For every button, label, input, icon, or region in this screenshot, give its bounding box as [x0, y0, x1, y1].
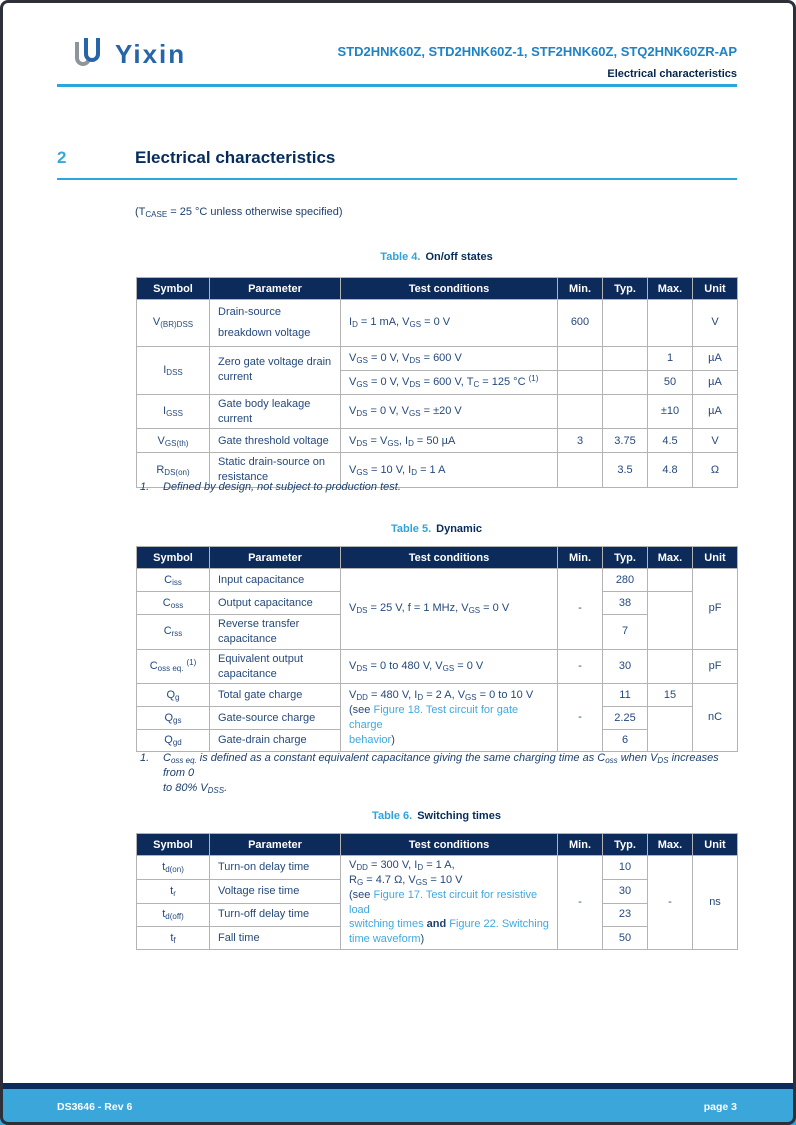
table-cell: $V_{GS} = 0$ V, $V_{DS} = 600$ V, $T_C = 125$ °C $^{(1)}$ — [341, 370, 558, 394]
table-header-cell: Min. — [558, 834, 603, 856]
table-cell: - — [558, 856, 603, 950]
table-cell: 23 — [603, 903, 648, 927]
table-cell: 7 — [603, 615, 648, 650]
table-cell: Static drain-source on resistance — [210, 453, 341, 488]
table-cell: - — [558, 649, 603, 684]
table-cell: $t_{d(off)}$ — [137, 903, 210, 927]
table-cell: $Q_g$ — [137, 684, 210, 707]
table-cell: 4.8 — [648, 453, 693, 488]
table-cell: µA — [693, 370, 738, 394]
yixin-u-icon — [73, 36, 109, 72]
table-cell: pF — [693, 649, 738, 684]
table-cell: - — [648, 856, 693, 950]
table-cell: nC — [693, 684, 738, 752]
switching-times-table — [136, 833, 737, 950]
section-title: Electrical characteristics — [135, 148, 336, 167]
figure-link[interactable]: switching times — [349, 918, 424, 931]
footer-page-number: page 3 — [703, 1101, 737, 1113]
table-cell: $V_{DD} = 480$ V, $I_D = 2$ A, $V_{GS} = 0$ to 10 V (see Figure 18. Test circuit for gate charge behavior) — [341, 684, 558, 752]
part-numbers-title: STD2HNK60Z, STD2HNK60Z-1, STF2HNK60Z, STQ2HNK60ZR-AP — [337, 44, 737, 59]
table-cell: Fall time — [210, 927, 341, 950]
table-header-cell: Parameter — [210, 278, 341, 300]
table-cell: - — [558, 684, 603, 752]
table-cell: Gate-source charge — [210, 707, 341, 730]
table4-caption-title: On/off states — [425, 251, 493, 263]
dynamic-table — [136, 546, 737, 752]
table-cell: $V_{DS} = 0$ V, $V_{GS} = \pm 20$ V — [341, 394, 558, 429]
figure-link[interactable]: Figure 22. Switching — [449, 918, 549, 931]
onoff-states-table — [136, 277, 737, 488]
table-cell: 15 — [648, 684, 693, 707]
table-cell — [648, 300, 693, 347]
footnote-number: 1. — [140, 481, 150, 493]
table-header-cell: Symbol — [137, 547, 210, 569]
header-subtitle: Electrical characteristics — [607, 68, 737, 80]
table-cell: $Q_{gd}$ — [137, 730, 210, 752]
table5-caption-title: Dynamic — [436, 523, 482, 535]
table-cell: $I_{GSS}$ — [137, 394, 210, 429]
table-cell: Turn-on delay time — [210, 856, 341, 880]
footnote-number: 1. — [140, 752, 150, 764]
footer-bar — [0, 1089, 796, 1125]
table-cell: 3.5 — [603, 453, 648, 488]
table-cell: 6 — [603, 730, 648, 752]
table-cell: $I_D = 1$ mA, $V_{GS} = 0$ V — [341, 300, 558, 347]
table-cell: Gate threshold voltage — [210, 429, 341, 453]
table-cell: $V_{DS} = 0$ to 480 V, $V_{GS} = 0$ V — [341, 649, 558, 684]
table-header-cell: Unit — [693, 834, 738, 856]
table-cell: Output capacitance — [210, 592, 341, 615]
table-cell: ns — [693, 856, 738, 950]
table-header-cell: Symbol — [137, 278, 210, 300]
table-header-cell: Test conditions — [341, 547, 558, 569]
spec-table — [136, 833, 738, 950]
table4-caption-label: Table 4. — [380, 251, 421, 263]
table-cell: Ω — [693, 453, 738, 488]
table-cell — [603, 394, 648, 429]
table-cell: $V_{DS} = 25$ V, f = 1 MHz, $V_{GS} = 0$ V — [341, 569, 558, 650]
table-cell: $C_{iss}$ — [137, 569, 210, 592]
table-cell: pF — [693, 569, 738, 650]
table-cell — [558, 394, 603, 429]
table-cell: Gate-drain charge — [210, 730, 341, 752]
table-cell: 600 — [558, 300, 603, 347]
table6-caption-label: Table 6. — [372, 810, 413, 822]
table-cell: - — [558, 569, 603, 650]
table-header-cell: Typ. — [603, 278, 648, 300]
table5-footnote — [140, 751, 740, 796]
table-cell: $V_{GS(th)}$ — [137, 429, 210, 453]
table-cell: 1 — [648, 346, 693, 370]
table-header-cell: Max. — [648, 278, 693, 300]
table-cell: $Q_{gs}$ — [137, 707, 210, 730]
table-header-cell: Parameter — [210, 547, 341, 569]
table-cell: $C_{oss eq.}$ $^{(1)}$ — [137, 649, 210, 684]
table-cell: $t_r$ — [137, 879, 210, 903]
table4-footnote — [140, 480, 735, 495]
table-cell — [648, 649, 693, 684]
table-cell: Equivalent output capacitance — [210, 649, 341, 684]
table5-caption — [136, 523, 737, 535]
table-cell: 3.75 — [603, 429, 648, 453]
table-cell: Turn-off delay time — [210, 903, 341, 927]
table4-caption — [136, 251, 737, 263]
table-header-cell: Typ. — [603, 834, 648, 856]
table-cell: V — [693, 429, 738, 453]
table-cell: $V_{DD} = 300$ V, $I_D = 1$ A, $R_G = 4.7$ Ω, $V_{GS} = 10$ V (see Figure 17. Test circuit for resistive load switching times and Figure 22. Switching time waveform) — [341, 856, 558, 950]
table-cell — [648, 569, 693, 592]
table-header-cell: Test conditions — [341, 834, 558, 856]
table-header-cell: Test conditions — [341, 278, 558, 300]
table-cell: 30 — [603, 649, 648, 684]
table-cell: Reverse transfer capacitance — [210, 615, 341, 650]
table-header-cell: Unit — [693, 547, 738, 569]
table-cell: $C_{rss}$ — [137, 615, 210, 650]
spec-table — [136, 546, 738, 752]
figure-link[interactable]: behavior — [349, 733, 392, 746]
table-cell: Gate body leakage current — [210, 394, 341, 429]
yixin-logo — [73, 36, 186, 72]
table-cell: µA — [693, 394, 738, 429]
table-cell: $V_{DS} = V_{GS}$, $I_D = 50$ µA — [341, 429, 558, 453]
table-cell: 10 — [603, 856, 648, 880]
figure-link[interactable]: Figure 18. Test circuit for gate charge — [349, 704, 519, 731]
table-cell: 38 — [603, 592, 648, 615]
table-cell: $V_{(BR)DSS}$ — [137, 300, 210, 347]
spec-table — [136, 277, 738, 488]
table-cell: Total gate charge — [210, 684, 341, 707]
table-cell: $V_{GS} = 10$ V, $I_D = 1$ A — [341, 453, 558, 488]
table-cell: Input capacitance — [210, 569, 341, 592]
footnote-text: $C_{oss eq.}$ is defined as a constant equivalent capacitance giving the same charging time as $C_{oss}$ when $V_{DS}$ increases from 0 to 80% $V_{DSS}$. — [163, 752, 719, 795]
table6-caption — [136, 810, 737, 822]
table-cell: 3 — [558, 429, 603, 453]
table-cell: $R_{DS(on)}$ — [137, 453, 210, 488]
figure-link[interactable]: time waveform — [349, 933, 421, 946]
section-divider — [57, 178, 737, 180]
table-cell: ±10 — [648, 394, 693, 429]
table-cell — [648, 707, 693, 752]
table-header-cell: Min. — [558, 278, 603, 300]
table-cell — [603, 346, 648, 370]
table-cell — [558, 346, 603, 370]
table-cell: V — [693, 300, 738, 347]
table-cell: 50 — [603, 927, 648, 950]
table-cell: Drain-source breakdown voltage — [210, 300, 341, 347]
footnote-text: Defined by design, not subject to production test. — [163, 481, 401, 493]
table-header-cell: Unit — [693, 278, 738, 300]
table-cell: $t_f$ — [137, 927, 210, 950]
table-cell: $I_{DSS}$ — [137, 346, 210, 394]
logo-text: Yixin — [115, 38, 187, 69]
table-header-cell: Symbol — [137, 834, 210, 856]
table-cell: $C_{oss}$ — [137, 592, 210, 615]
table-cell: 11 — [603, 684, 648, 707]
table-cell: Voltage rise time — [210, 879, 341, 903]
header-divider — [57, 84, 737, 87]
table-cell: $t_{d(on)}$ — [137, 856, 210, 880]
table-cell — [603, 370, 648, 394]
table-cell: Zero gate voltage drain current — [210, 346, 341, 394]
table-cell — [558, 370, 603, 394]
table-cell: 2.25 — [603, 707, 648, 730]
table-header-cell: Parameter — [210, 834, 341, 856]
table5-caption-label: Table 5. — [390, 523, 432, 535]
spec-note: ($T_{CASE} = 25$ °C unless otherwise specified) — [135, 206, 343, 219]
table-header-cell: Max. — [648, 547, 693, 569]
table-header-cell: Max. — [648, 834, 693, 856]
table-cell — [648, 592, 693, 650]
figure-link[interactable]: Figure 17. Test circuit for resistive load — [349, 888, 538, 916]
table-cell: µA — [693, 346, 738, 370]
table-header-cell: Min. — [558, 547, 603, 569]
table-cell: 4.5 — [648, 429, 693, 453]
table-cell — [603, 300, 648, 347]
table6-caption-title: Switching times — [417, 810, 501, 822]
table-cell: 280 — [603, 569, 648, 592]
section-number: 2 — [57, 148, 67, 167]
table-cell: 50 — [648, 370, 693, 394]
footer-doc-ref: DS3646 - Rev 6 — [57, 1101, 133, 1113]
table-cell: $V_{GS} = 0$ V, $V_{DS} = 600$ V — [341, 346, 558, 370]
table-header-cell: Typ. — [603, 547, 648, 569]
table-cell: 30 — [603, 879, 648, 903]
